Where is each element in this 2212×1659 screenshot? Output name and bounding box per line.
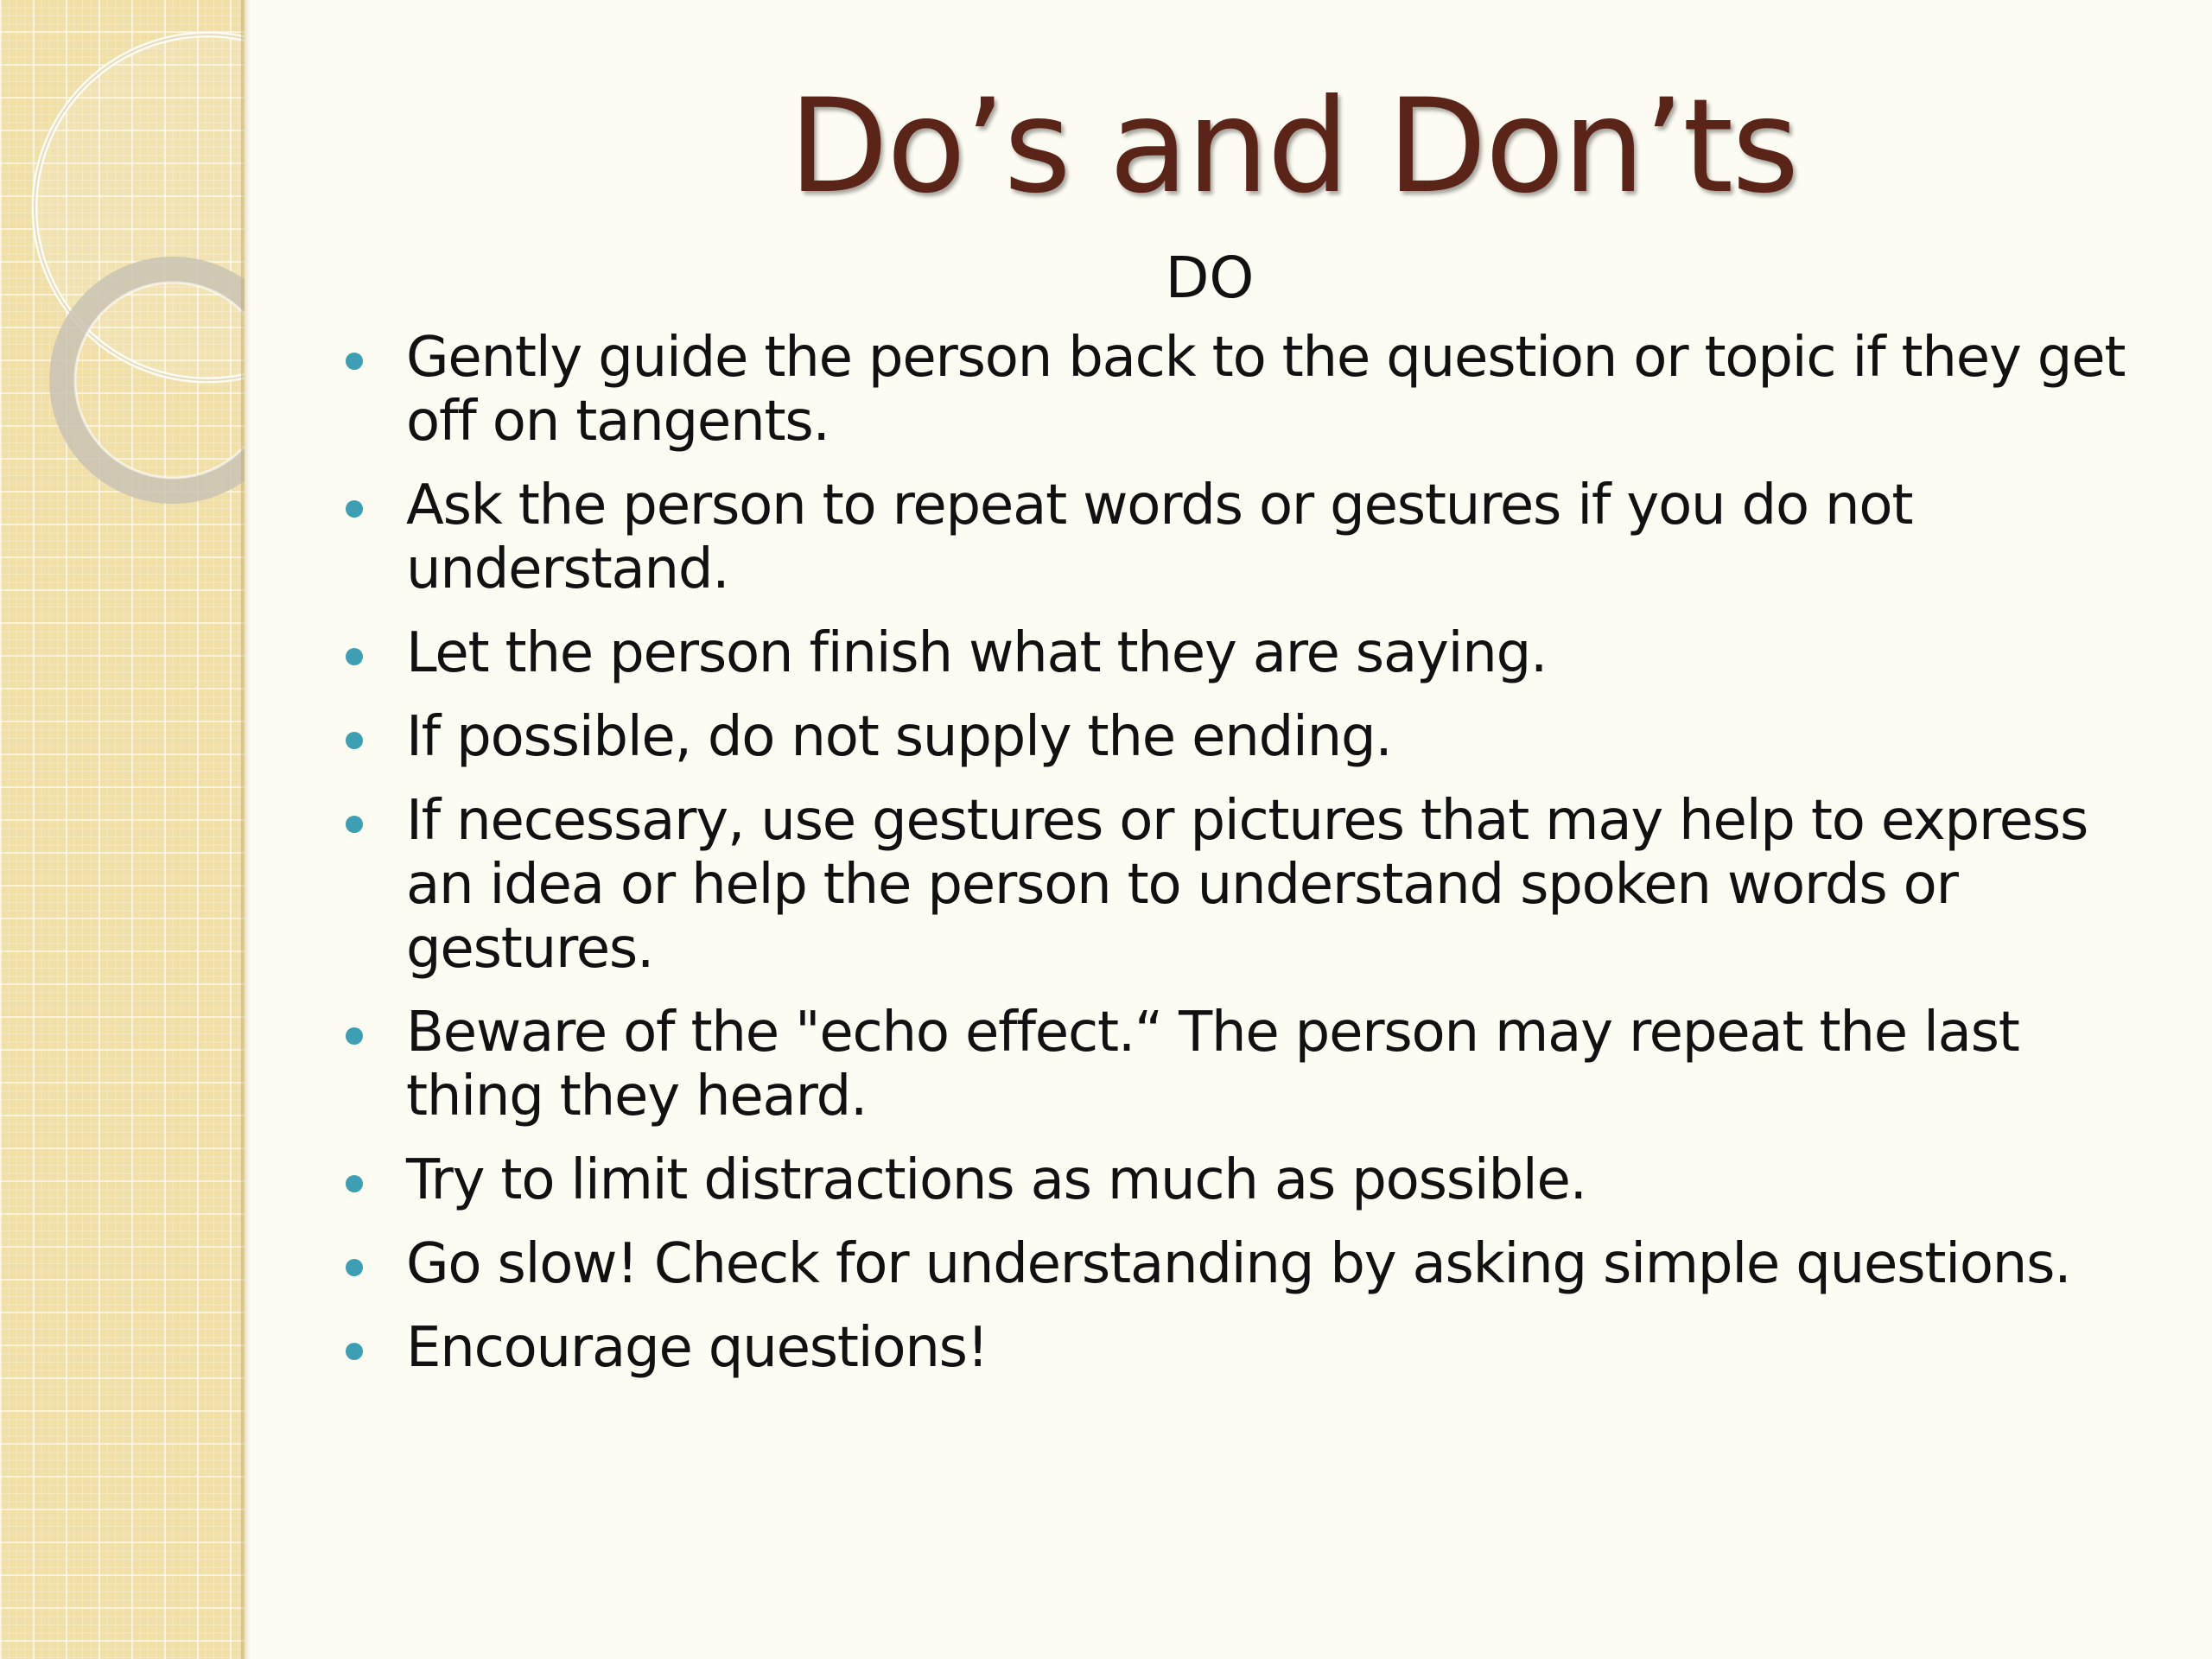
- list-item: [344, 705, 2141, 769]
- list-item-text: Let the person finish what they are saying.: [406, 621, 1548, 685]
- list-item-text: If necessary, use gestures or pictures that may help to express an idea or help the person to understand spoken words or gestures.: [406, 789, 2088, 981]
- list-item-text: Encourage questions!: [406, 1316, 988, 1380]
- bullet-dot-icon: [346, 648, 363, 665]
- list-item: [344, 1316, 2141, 1380]
- list-item-text: Ask the person to repeat words or gestures if you do not understand.: [406, 474, 1913, 601]
- decorative-rings-graphic: [0, 0, 245, 1659]
- bullet-dot-icon: [346, 1027, 363, 1045]
- list-item-text: If possible, do not supply the ending.: [406, 705, 1392, 769]
- list-item: [344, 1232, 2141, 1296]
- bullet-dot-icon: [346, 816, 363, 833]
- list-item: [344, 326, 2141, 454]
- list-item: [344, 474, 2141, 601]
- bullet-dot-icon: [346, 1259, 363, 1276]
- bullet-dot-icon: [346, 353, 363, 370]
- bullet-dot-icon: [346, 732, 363, 749]
- list-item: [344, 1148, 2141, 1212]
- list-item: [344, 621, 2141, 685]
- strip-edge-shadow: [241, 0, 250, 1659]
- list-item-text: Go slow! Check for understanding by asking simple questions.: [406, 1232, 2071, 1296]
- list-item: [344, 1001, 2141, 1128]
- bullet-dot-icon: [346, 1343, 363, 1360]
- bullet-dot-icon: [346, 500, 363, 518]
- list-item-text: Try to limit distractions as much as possible.: [406, 1148, 1586, 1212]
- section-heading-do: DO: [1165, 245, 1255, 311]
- bullet-dot-icon: [346, 1175, 363, 1192]
- slide-title: Do’s and Don’ts: [788, 72, 1798, 222]
- bullet-list: [344, 326, 2141, 1400]
- list-item-text: Beware of the "echo effect.“ The person may repeat the last thing they heard.: [406, 1001, 2019, 1128]
- list-item: [344, 789, 2141, 981]
- list-item-text: Gently guide the person back to the question or topic if they get off on tangents.: [406, 326, 2126, 454]
- decorative-side-strip: [0, 0, 245, 1659]
